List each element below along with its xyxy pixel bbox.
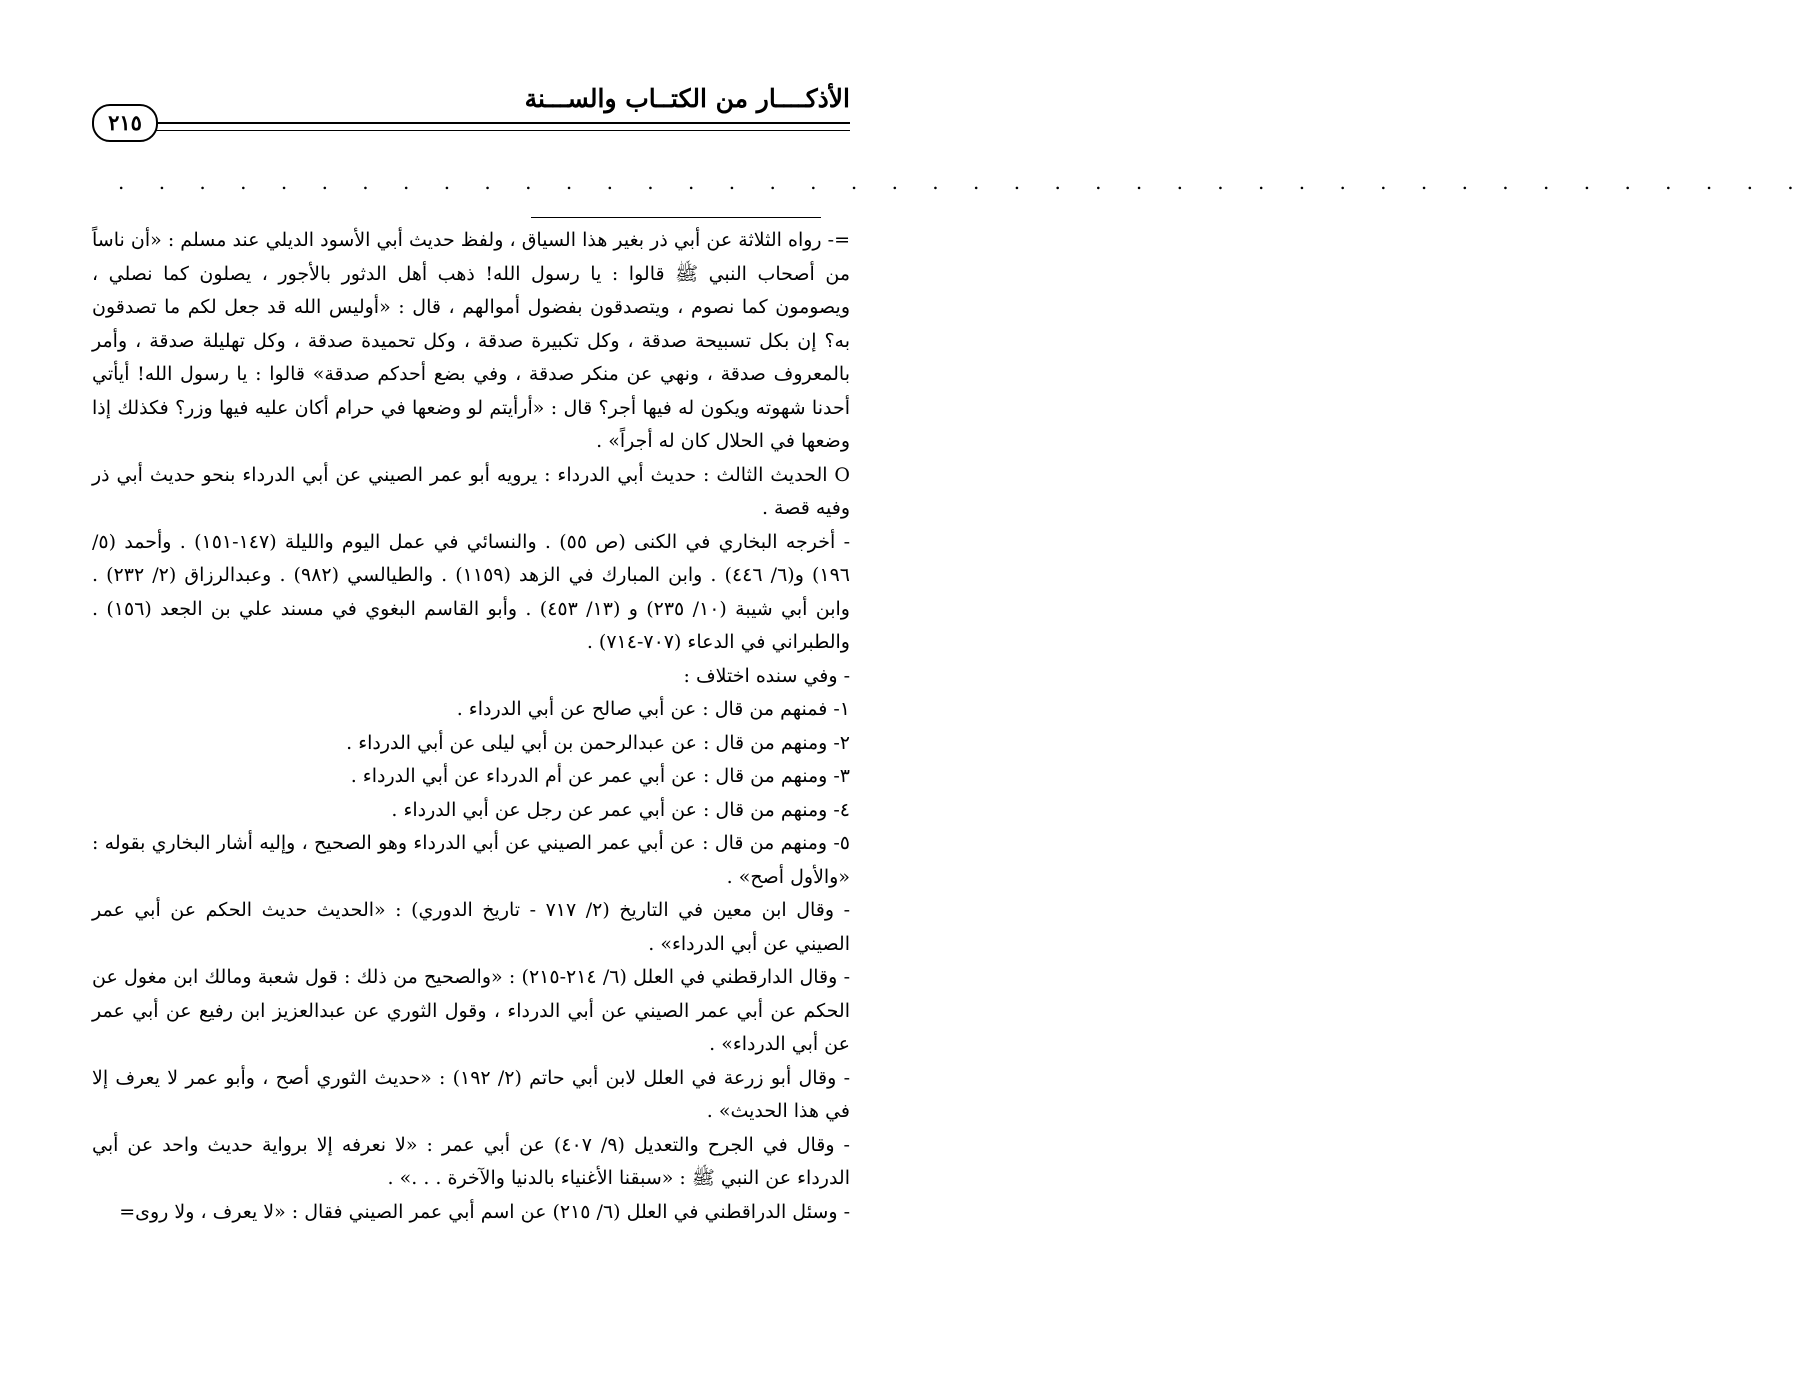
list-item: ٣- ومنهم من قال : عن أبي عمر عن أم الدرداء عن أبي الدرداء . [350,765,850,787]
paragraph: - وسئل الدراقطني في العلل (٦/ ٢١٥) عن اسم أبي عمر الصيني فقال : «لا يعرف ، ولا روى= [119,1200,850,1223]
paragraph: - وقال في الجرح والتعديل (٩/ ٤٠٧) عن أبي عمر : «لا نعرفه إلا برواية حديث واحد عن أبي الدرداء عن النبي ﷺ : «سبقنا الأغنياء بالدنيا والآخرة . . .» . [92,1133,850,1189]
paragraph: - أخرجه البخاري في الكنى (ص ٥٥) . والنسائي في عمل اليوم والليلة (١٤٧-١٥١) . وأحمد (٥/ ١٩٦) و(٦/ ٤٤٦) . وابن المبارك في الزهد (١١٥٩) . والطيالسي (٩٨٢) . وعبدالرزاق (٢/ ٢٣٢) . وابن أبي شيبة (١٠/ ٢٣٥) و (١٣/ ٤٥٣) . وأبو القاسم البغوي في مسند علي بن الجعد (١٥٦) . والطبراني في الدعاء (٧٠٧-٧١٤) . [92,530,851,653]
paragraph: - وقال الدارقطني في العلل (٦/ ٢١٤-٢١٥) : «والصحيح من ذلك : قول شعبة ومالك ابن مغول عن الحكم عن أبي عمر الصيني عن أبي الدرداء ، وقول الثوري عن عبدالعزيز ابن رفيع عن أبي عمر عن أبي الدرداء» . [92,966,850,1055]
paragraph: - وفي سنده اختلاف : [683,664,850,687]
list-item: ٥- ومنهم من قال : عن أبي عمر الصيني عن أبي الدرداء وهو الصحيح ، وإليه أشار البخاري بقوله : «والأول أصح» . [92,832,850,888]
paragraph: - وقال أبو زرعة في العلل لابن أبي حاتم (٢/ ١٩٢) : «حديث الثوري أصح ، وأبو عمر لا يعرف إلا في هذا الحديث» . [92,1066,850,1122]
list-item: ١- فمنهم من قال : عن أبي صالح عن أبي الدرداء . [456,698,850,720]
footnote-text [92,224,850,1229]
paragraph: - وقال ابن معين في التاريخ (٢/ ٧١٧ - تاريخ الدوري) : «الحديث حديث الحكم عن أبي عمر الصيني عن أبي الدرداء» . [92,899,851,955]
running-header [92,82,850,142]
header-rule [150,122,850,131]
footnote-separator [531,217,821,218]
ellipsis-dots: . . . . . . . . . . . . . . . . . . . . . . . . . . . . . . . . . . . . . . . . . . [118,170,1808,194]
paragraph: O الحديث الثالث : حديث أبي الدرداء : يرويه أبو عمر الصيني عن أبي الدرداء بنحو حديث أبي ذر وفيه قصة . [92,463,850,519]
paragraph: =- رواه الثلاثة عن أبي ذر بغير هذا السياق ، ولفظ حديث أبي الأسود الديلي عند مسلم : «أن ناساً من أصحاب النبي ﷺ قالوا : يا رسول الله! ذهب أهل الدثور بالأجور ، يصلون كما نصلي ، ويصومون كما نصوم ، ويتصدقون بفضول أموالهم ، قال : «أوليس الله قد جعل لكم ما تصدقون به؟ إن بكل تسبيحة صدقة ، وكل تكبيرة صدقة ، وكل تحميدة صدقة ، وكل تهليلة صدقة ، وأمر بالمعروف صدقة ، ونهي عن منكر صدقة ، وفي بضع أحدكم صدقة» قالوا : يا رسول الله! أيأتي أحدنا شهوته ويكون له فيها أجر؟ قال : «أرأيتم لو وضعها في حرام أكان عليه فيها وزر؟ فكذلك إذا وضعها في الحلال كان له أجراً» . [92,229,850,452]
list-item: ٢- ومنهم من قال : عن عبدالرحمن بن أبي ليلى عن أبي الدرداء . [346,731,850,754]
page-number: ٢١٥ [92,104,158,142]
header-title: الأذكــــار من الكتــاب والســـنة [524,84,850,113]
list-item: ٤- ومنهم من قال : عن أبي عمر عن رجل عن أبي الدرداء . [391,798,850,821]
